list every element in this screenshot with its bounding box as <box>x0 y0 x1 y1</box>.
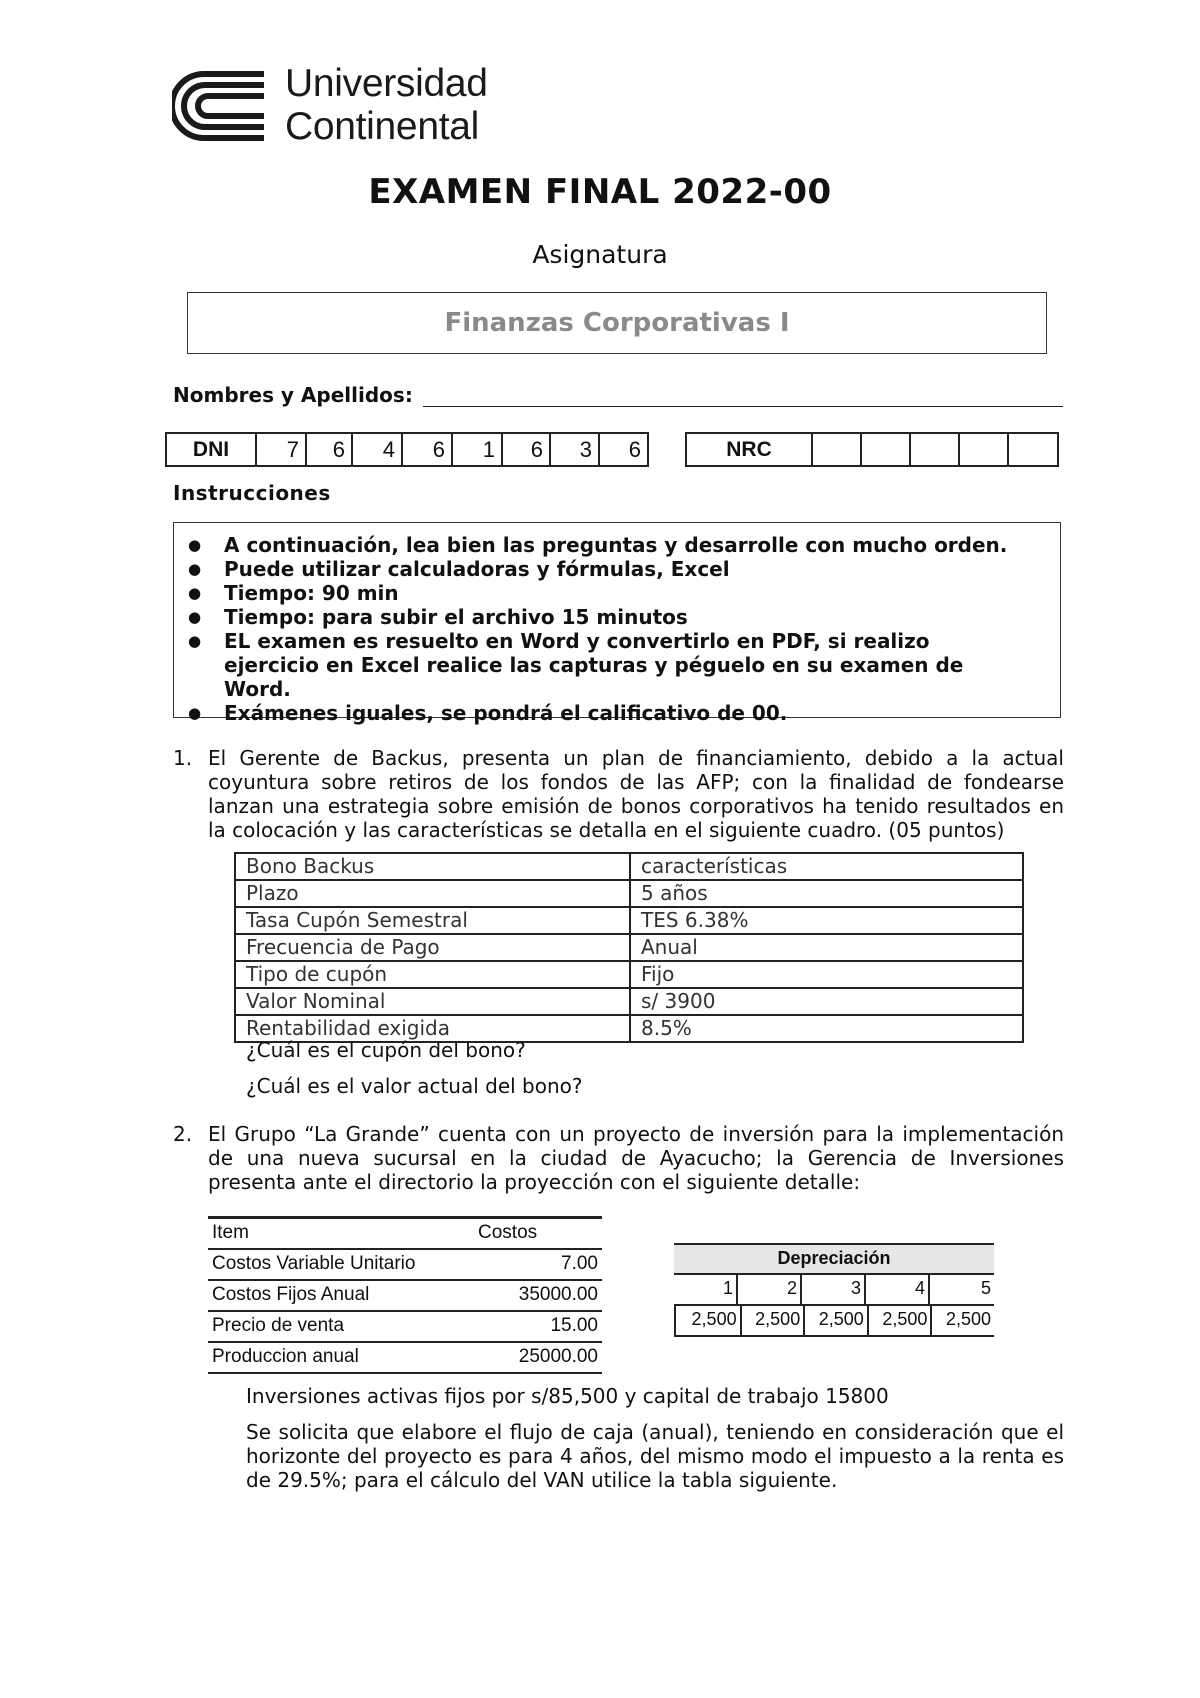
depreciation-value: 2,500 <box>867 1306 931 1335</box>
exam-title: EXAMEN FINAL 2022-00 <box>368 172 832 212</box>
bond-table <box>234 852 1024 1043</box>
depreciation-years-row <box>674 1273 994 1304</box>
dni-label: DNI <box>166 433 256 466</box>
dni-digit: 3 <box>550 433 599 466</box>
depreciation-values-row <box>674 1304 994 1337</box>
dni-digit: 6 <box>502 433 550 466</box>
table-row <box>235 907 1023 934</box>
instruction-item: ● EL examen es resuelto en Word y convertirlo en PDF, si realizo ejercicio en Excel realice las capturas y péguelo en su examen de Word. <box>224 629 1024 701</box>
dni-grid <box>165 432 649 467</box>
depreciation-year: 1 <box>674 1275 738 1304</box>
question-1-text: El Gerente de Backus, presenta un plan de financiamiento, debido a la actual coyuntura sobre retiros de los fondos de las AFP; con la finalidad de fondearse lanzan una estrategia sobre emisión de bonos corporativos ha tenido resultados en la colocación y las características se detalla en el siguiente cuadro. (05 puntos) <box>208 746 1064 842</box>
costs-header-item: Item <box>212 1222 249 1243</box>
nrc-cell[interactable] <box>812 433 861 466</box>
dni-digit: 6 <box>306 433 352 466</box>
costs-header-costos: Costos <box>478 1222 538 1243</box>
bond-cell: 5 años <box>630 880 1023 907</box>
dni-digit: 1 <box>452 433 502 466</box>
nrc-cell[interactable] <box>959 433 1008 466</box>
name-label: Nombres y Apellidos: <box>173 383 413 407</box>
bond-cell: Anual <box>630 934 1023 961</box>
nrc-cell[interactable] <box>861 433 910 466</box>
university-logo-text <box>285 62 488 148</box>
table-row <box>208 1248 602 1279</box>
name-input-line[interactable] <box>423 406 1063 407</box>
table-row <box>235 988 1023 1015</box>
instructions-label: Instrucciones <box>173 481 331 505</box>
table-row <box>235 853 1023 880</box>
bond-cell: 8.5% <box>630 1015 1023 1042</box>
question-1-ask-present-value: ¿Cuál es el valor actual del bono? <box>246 1074 583 1098</box>
logo-line-1: Universidad <box>285 62 488 105</box>
costs-cell: 7.00 <box>561 1253 598 1274</box>
table-row <box>208 1279 602 1310</box>
table-row <box>208 1310 602 1341</box>
costs-cell: Costos Variable Unitario <box>212 1253 416 1274</box>
bond-cell: Bono Backus <box>235 853 630 880</box>
nrc-cell[interactable] <box>910 433 959 466</box>
depreciation-value: 2,500 <box>930 1306 994 1335</box>
question-2-investments: Inversiones activas fijos por s/85,500 y capital de trabajo 15800 <box>246 1384 889 1408</box>
bond-cell: características <box>630 853 1023 880</box>
bond-cell: Frecuencia de Pago <box>235 934 630 961</box>
instruction-item: ● A continuación, lea bien las preguntas y desarrolle con mucho orden. <box>224 533 1024 557</box>
dni-digit: 4 <box>352 433 402 466</box>
table-row <box>208 1341 602 1374</box>
costs-table <box>208 1216 602 1374</box>
dni-digit: 7 <box>256 433 306 466</box>
costs-cell: Precio de venta <box>212 1315 345 1336</box>
question-1-number: 1. <box>173 746 193 770</box>
instructions-box <box>173 522 1061 725</box>
costs-cell: Produccion anual <box>212 1346 359 1367</box>
depreciation-value: 2,500 <box>803 1306 867 1335</box>
bond-cell: TES 6.38% <box>630 907 1023 934</box>
subject-name: Finanzas Corporativas I <box>187 292 1047 354</box>
table-row <box>235 961 1023 988</box>
depreciation-year: 2 <box>738 1275 802 1304</box>
nrc-cell[interactable] <box>1008 433 1058 466</box>
costs-cell: 15.00 <box>550 1315 598 1336</box>
instruction-item: ● Tiempo: para subir el archivo 15 minutos <box>224 605 1024 629</box>
depreciation-table <box>674 1243 994 1337</box>
instruction-item: ● Exámenes iguales, se pondrá el calificativo de 00. <box>224 701 1024 725</box>
depreciation-year: 4 <box>866 1275 930 1304</box>
depreciation-value: 2,500 <box>740 1306 804 1335</box>
bond-cell: Tipo de cupón <box>235 961 630 988</box>
logo-line-2: Continental <box>285 105 480 148</box>
instruction-item: ● Puede utilizar calculadoras y fórmulas, Excel <box>224 557 1024 581</box>
bond-cell: Rentabilidad exigida <box>235 1015 630 1042</box>
bond-cell: Fijo <box>630 961 1023 988</box>
bond-cell: s/ 3900 <box>630 988 1023 1015</box>
costs-cell: Costos Fijos Anual <box>212 1284 370 1305</box>
bond-cell: Valor Nominal <box>235 988 630 1015</box>
dni-digit: 6 <box>402 433 452 466</box>
dni-digit: 6 <box>599 433 648 466</box>
depreciation-year: 5 <box>980 1278 991 1298</box>
subject-label: Asignatura <box>532 240 668 269</box>
table-row <box>235 880 1023 907</box>
depreciation-title: Depreciación <box>674 1243 994 1273</box>
table-row <box>235 934 1023 961</box>
table-row <box>208 1216 602 1248</box>
nrc-label: NRC <box>686 433 812 466</box>
depreciation-year: 3 <box>802 1275 866 1304</box>
question-2-number: 2. <box>173 1122 193 1146</box>
question-1-ask-coupon: ¿Cuál es el cupón del bono? <box>246 1038 526 1062</box>
nrc-grid <box>685 432 1059 467</box>
costs-cell: 35000.00 <box>518 1284 598 1305</box>
instruction-item: ● Tiempo: 90 min <box>224 581 1024 605</box>
depreciation-value: 2,500 <box>691 1309 737 1329</box>
costs-cell: 25000.00 <box>518 1346 598 1367</box>
university-logo-icon <box>172 70 268 142</box>
bond-cell: Tasa Cupón Semestral <box>235 907 630 934</box>
question-2-text: El Grupo “La Grande” cuenta con un proyecto de inversión para la implementación de una nueva sucursal en la ciudad de Ayacucho; la Gerencia de Inversiones presenta ante el directorio la proyección con el siguiente detalle: <box>208 1122 1064 1194</box>
bond-cell: Plazo <box>235 880 630 907</box>
question-2-request: Se solicita que elabore el flujo de caja (anual), teniendo en consideración que el horizonte del proyecto es para 4 años, del mismo modo el impuesto a la renta es de 29.5%; para el cálculo del VAN utilice la tabla siguiente. <box>246 1420 1064 1492</box>
